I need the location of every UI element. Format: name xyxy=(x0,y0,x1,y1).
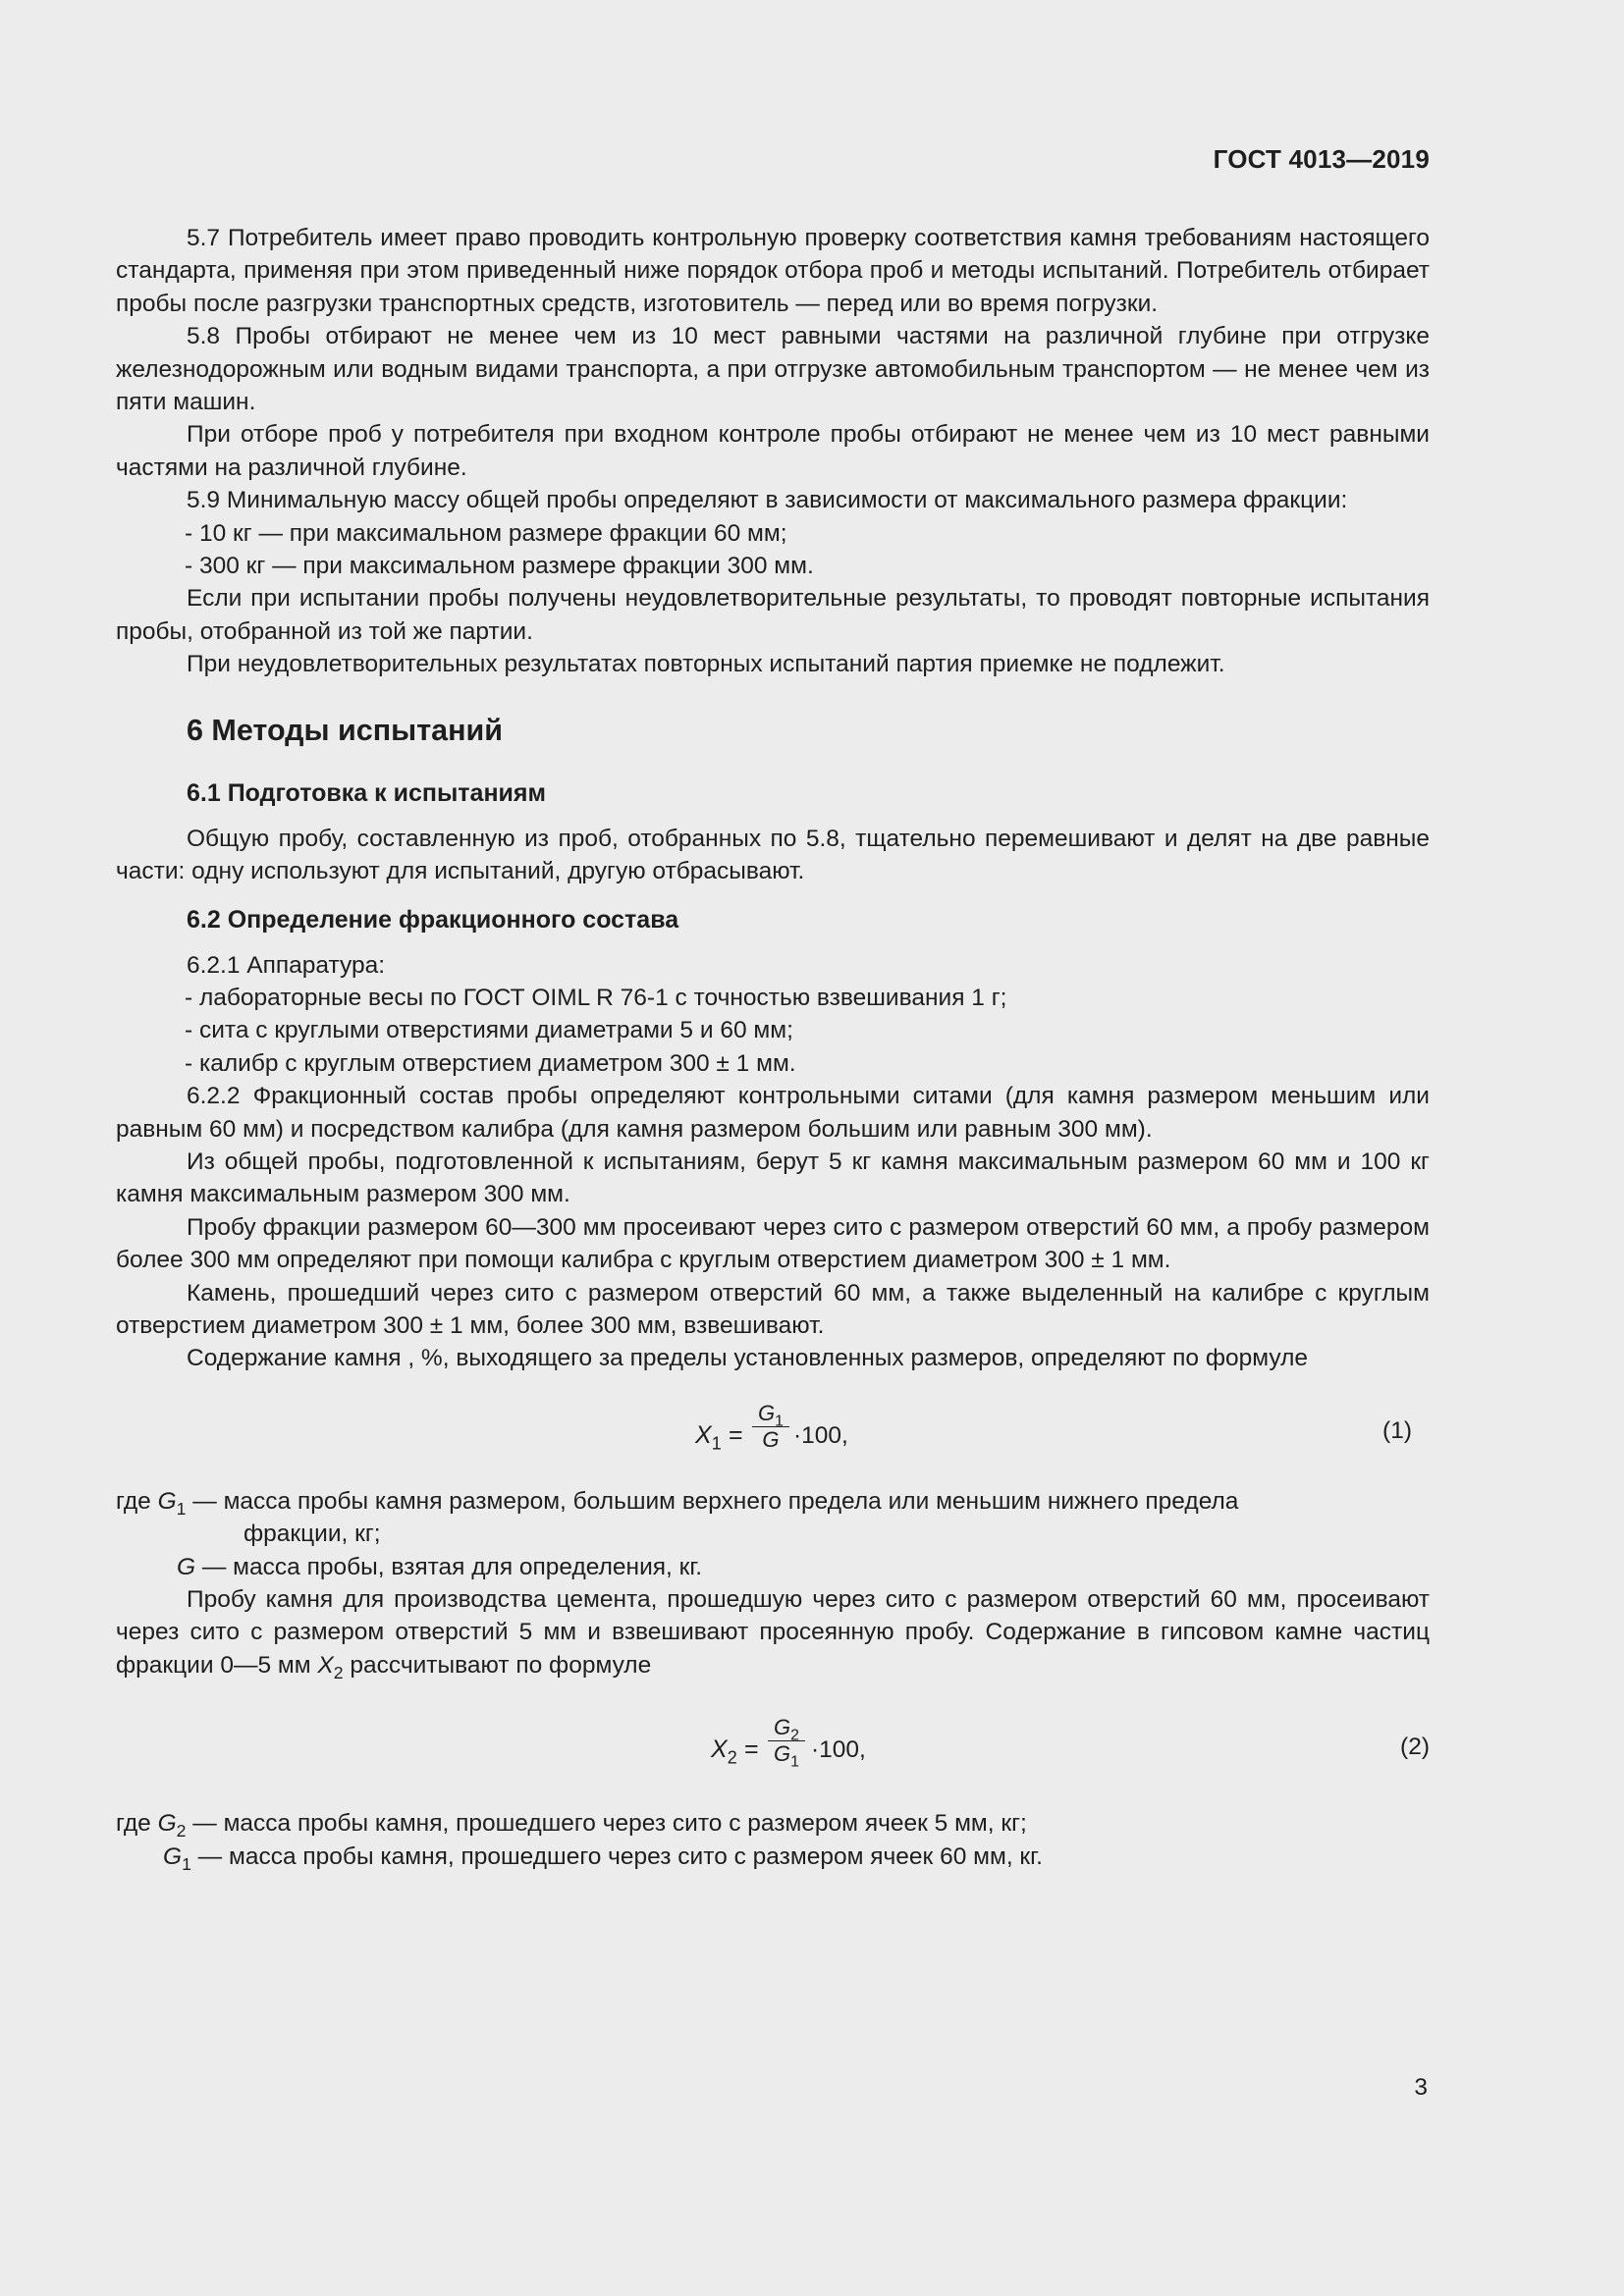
paragraph-cement: Пробу камня для производства цемента, прошедшую через сито с размером отверстий 60 мм, просеивают через сито с размером отверстий 5 мм и взвешивают просеянную пробу. Содержание в гипсовом камне частиц фракции 0—5 мм $X_2$ рассчитывают по формуле xyxy=(116,1586,1430,1682)
formula-1-fraction: $\frac{G_1}{G}$ xyxy=(752,1401,789,1453)
list-item: - калибр с круглым отверстием диаметром 300 ± 1 мм. xyxy=(185,1049,796,1077)
paragraph-5-9: 5.9 Минимальную массу общей пробы определяют в зависимости от максимального размера фракции: xyxy=(187,487,1348,514)
formula-1-lhs: $X_1$ = xyxy=(695,1420,743,1454)
where-g1: где $G_1$ — масса пробы камня размером, большим верхнего предела или меньшим нижнего предела xyxy=(116,1487,1239,1519)
section-6-heading: 6 Методы испытаний xyxy=(187,713,504,747)
section-6-1-heading: 6.1 Подготовка к испытаниям xyxy=(187,778,547,807)
paragraph-5-8-b: При отборе проб у потребителя при входном контроле пробы отбирают не менее чем из 10 мест равными частями на различной глубине. xyxy=(116,421,1430,481)
paragraph-content: Содержание камня , %, выходящего за пределы установленных размеров, определяют по формуле xyxy=(187,1345,1309,1372)
paragraph-sample: Из общей пробы, подготовленной к испытаниям, берут 5 кг камня максимальным размером 60 мм и 100 кг камня максимальным размером 300 мм. xyxy=(116,1148,1430,1208)
paragraph-6-2-2: 6.2.2 Фракционный состав пробы определяют контрольными ситами (для камня размером меньшим или равным 60 мм) и посредством калибра (для камня размером большим или равным 300 мм). xyxy=(116,1083,1430,1143)
where-g: G — масса пробы, взятая для определения, кг. xyxy=(177,1553,703,1580)
list-item: - лабораторные весы по ГОСТ OIML R 76-1 с точностью взвешивания 1 г; xyxy=(185,984,1007,1011)
paragraph-6-2-1: 6.2.1 Аппаратура: xyxy=(187,951,386,979)
section-6-2-heading: 6.2 Определение фракционного состава xyxy=(187,905,679,934)
formula-2-fraction: $\frac{G_2}{G_1}$ xyxy=(768,1715,805,1767)
paragraph-5-9-b: Если при испытании пробы получены неудовлетворительные результаты, то проводят повторные испытания пробы, отобранной из той же партии. xyxy=(116,585,1430,645)
formula-2-lhs: $X_2$ = xyxy=(711,1735,759,1768)
page-number: 3 xyxy=(1414,2074,1428,2101)
document-header: ГОСТ 4013—2019 xyxy=(1213,144,1430,174)
list-item: - 10 кг — при максимальном размере фракции 60 мм; xyxy=(185,519,787,547)
formula-2-tail: ·100, xyxy=(811,1736,866,1764)
formula-1-number: (1) xyxy=(1382,1416,1412,1444)
where-g1-continued: фракции, кг; xyxy=(244,1521,381,1548)
where-g1-second: $G_1$ — масса пробы камня, прошедшего через сито с размером ячеек 60 мм, кг. xyxy=(163,1842,1043,1874)
list-item: - сита с круглыми отверстиями диаметрами 5 и 60 мм; xyxy=(185,1017,793,1044)
formula-1 xyxy=(116,1375,1430,1485)
paragraph-5-9-c: При неудовлетворительных результатах повторных испытаний партия приемке не подлежит. xyxy=(187,651,1225,678)
where-g2: где $G_2$ — масса пробы камня, прошедшего через сито с размером ячеек 5 мм, кг; xyxy=(116,1810,1027,1842)
formula-2-number: (2) xyxy=(1400,1734,1430,1761)
formula-2 xyxy=(116,1682,1430,1807)
formula-1-tail: ·100, xyxy=(793,1421,848,1449)
paragraph-sieve: Пробу фракции размером 60—300 мм просеивают через сито с размером отверстий 60 мм, а пробу размером более 300 мм определяют при помощи калибра с круглым отверстием диаметром 300 ± 1 мм. xyxy=(116,1213,1430,1274)
paragraph-5-8: 5.8 Пробы отбирают не менее чем из 10 мест равными частями на различной глубине при отгрузке железнодорожным или водным видами транспорта, а при отгрузке автомобильным транспортом — не менее чем из пяти машин. xyxy=(116,323,1430,416)
document-body xyxy=(116,222,1430,1873)
paragraph-weigh: Камень, прошедший через сито с размером отверстий 60 мм, а также выделенный на калибре с круглым отверстием диаметром 300 ± 1 мм, более 300 мм, взвешивают. xyxy=(116,1279,1430,1339)
paragraph-6-1: Общую пробу, составленную из проб, отобранных по 5.8, тщательно перемешивают и делят на две равные части: одну используют для испытаний, другую отбрасывают. xyxy=(116,825,1430,885)
paragraph-5-7: 5.7 Потребитель имеет право проводить контрольную проверку соответствия камня требованиям настоящего стандарта, применяя при этом приведенный ниже порядок отбора проб и методы испытаний. Потребитель отбирает пробы после разгрузки транспортных средств, изготовитель — перед или во время погрузки. xyxy=(116,225,1430,317)
list-item: - 300 кг — при максимальном размере фракции 300 мм. xyxy=(185,553,814,580)
